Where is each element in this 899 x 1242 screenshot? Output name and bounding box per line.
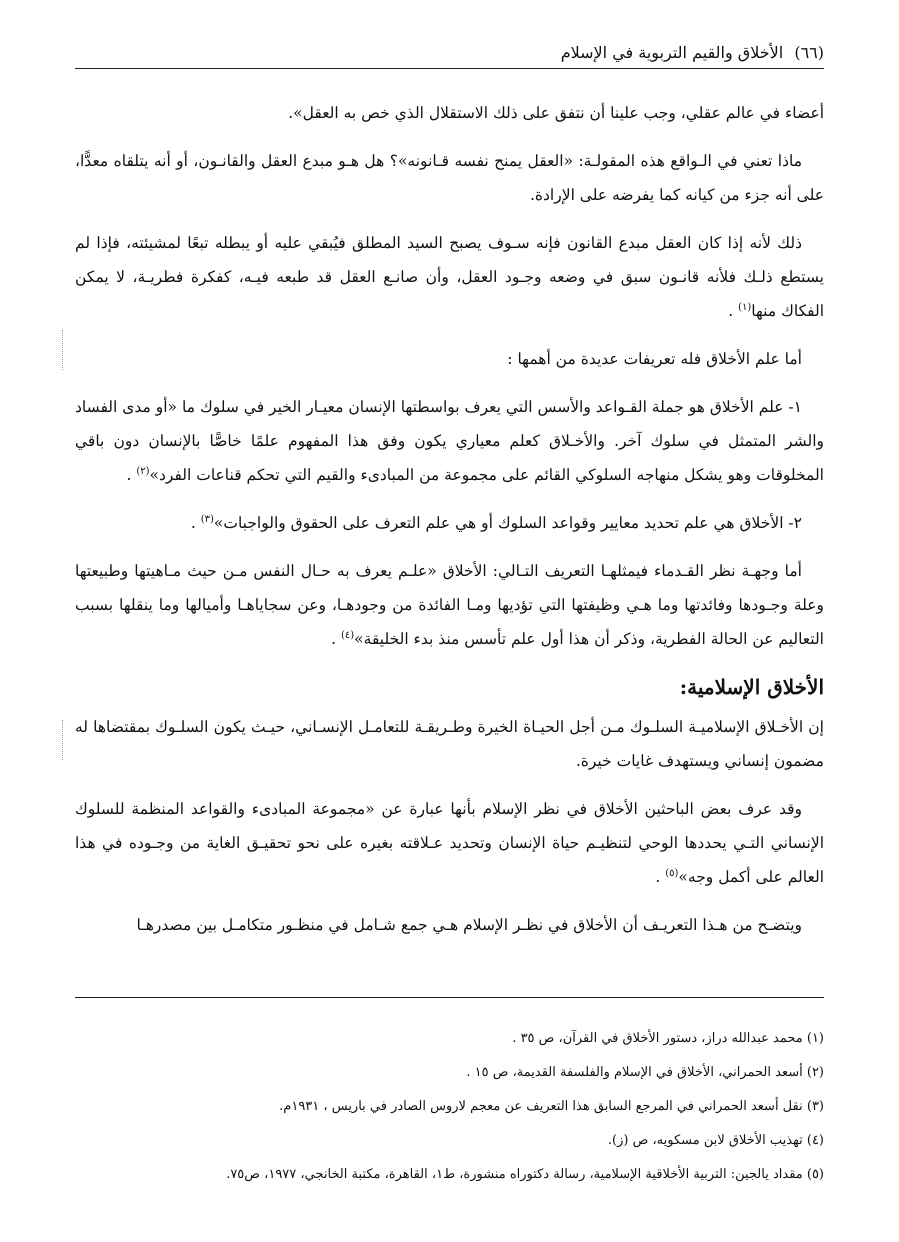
scan-margin-mark [62,720,64,760]
paragraph: ٢- الأخلاق هي علم تحديد معايير وقواعد السلوك أو هي علم التعرف على الحقوق والواجبات»$^{(٣)}$ . [190,513,802,532]
paragraph: ١- علم الأخلاق هو جملة القـواعد والأسس التي يعرف بواسطتها الإنسان معيـار الخير في سلوك ما «أو مدى الفساد والشر المتمثل في سلوك آخر. والأخـلاق كعلم معياري يكون وفق هذا المفهوم علمًا خاصًّا بالإنسان دون باقي المخلوقات وهو يشكل منهاجه السلوكي القائم على مجموعة من المبادىء والقيم التي تحكم قناعات الفرد»$^{(٢)}$ . [75,398,824,484]
paragraph: أما وجهـة نظر القـدماء فيمثلهـا التعريف التـالي: الأخلاق «علـم يعرف به حـال النفس مـن حيث مـاهيتها وطبيعتها وعلة وجـودها وفائدتها وما هـي وظيفتها التي تؤديها ومـا الفائدة من وجودهـا، وعن سجاياهـا وأميالها وما ينقلها بسبب التعاليم عن الحالة الفطرية، وذكر أن هذا أول علم تأسس منذ بدء الخليقة»$^{(٤)}$ . [75,562,824,648]
footnote: (١) محمد عبدالله دراز، دستور الأخلاق في القرآن، ص ٣٥ . [512,1031,824,1046]
paragraph: أعضاء في عالم عقلي، وجب علينا أن نتفق على ذلك الاستقلال الذي خص به العقل». [288,104,824,122]
footnote-ref: (١) [738,301,752,313]
book-title: الأخلاق والقيم التربوية في الإسلام [560,43,784,62]
footnote-ref: (٥) [665,867,679,879]
footnotes [75,1022,824,1192]
footnote-ref: (٤) [340,629,355,641]
running-header [75,38,824,69]
paragraph: وقد عرف بعض الباحثين الأخلاق في نظر الإسلام بأنها عبارة عن «مجموعة المبادىء والقواعد المنظمة للسلوك الإنساني التـي يحددها الوحي لتنظيـم حياة الإنسان وتحديد عـلاقته بغيره على نحو تحقيـق الغاية من وجـوده في هذا العالم على أكمل وجه»$^{(٥)}$ . [75,800,824,886]
section-heading: الأخلاق الإسلامية: [679,675,824,699]
paragraph: أما علم الأخلاق فله تعريفات عديدة من أهمها : [507,350,802,368]
paragraph: ذلك لأنه إذا كان العقل مبدع القانون فإنه سـوف يصبح السيد المطلق فيُبقي عليه أو يبطله تبعًا لمشيئته، فإذا لم يستطع ذلـك فلأنه قانـون سبق في وضعه وجـود العقل، وأن صانـع العقل قد طبعه فيـه، كفكرة فطريـة، لا يمكن الفكاك منها$^{(١)}$ . [75,234,824,320]
paragraph: ماذا تعني في الـواقع هذه المقولـة: «العقل يمنح نفسه قـانونه»؟ هل هـو مبدع العقل والقانـون، أو أنه يتلقاه معدًّا، على أنه جزء من كيانه كما يفرضه على الإرادة. [75,152,824,204]
paragraph: إن الأخـلاق الإسلاميـة السلـوك مـن أجل الحيـاة الخيرة وطـريقـة للتعامـل الإنسـاني، حيـث يكون السلـوك بمقتضاها له مضمون إنساني ويستهدف غايات خيرة. [75,718,824,770]
paragraph: ويتضـح من هـذا التعريـف أن الأخلاق في نظـر الإسلام هـي جمع شـامل في منظـور متكامـل بين مصدرهـا [136,916,802,934]
footnote: (٢) أسعد الحمراني، الأخلاق في الإسلام والفلسفة القديمة، ص ١٥ . [466,1065,824,1080]
scan-margin-mark [62,330,64,370]
footnote: (٥) مقداد يالجين: التربية الأخلاقية الإسلامية، رسالة دكتوراه منشورة، ط١، القاهرة، مكتبة الخانجي، ١٩٧٧، ص٧٥. [226,1167,824,1182]
footnote: (٤) تهذيب الأخلاق لابن مسكويه، ص (ز). [607,1133,824,1148]
footnote-separator [75,997,824,998]
page-number: (٦٦) [794,43,824,62]
footnote-ref: (٢) [136,465,150,477]
footnote: (٣) نقل أسعد الحمراني في المرجع السابق هذا التعريف عن معجم لاروس الصادر في باريس ، ١٩٣١م. [279,1099,824,1114]
footnote-ref: (٣) [200,513,214,525]
main-text [75,96,824,956]
